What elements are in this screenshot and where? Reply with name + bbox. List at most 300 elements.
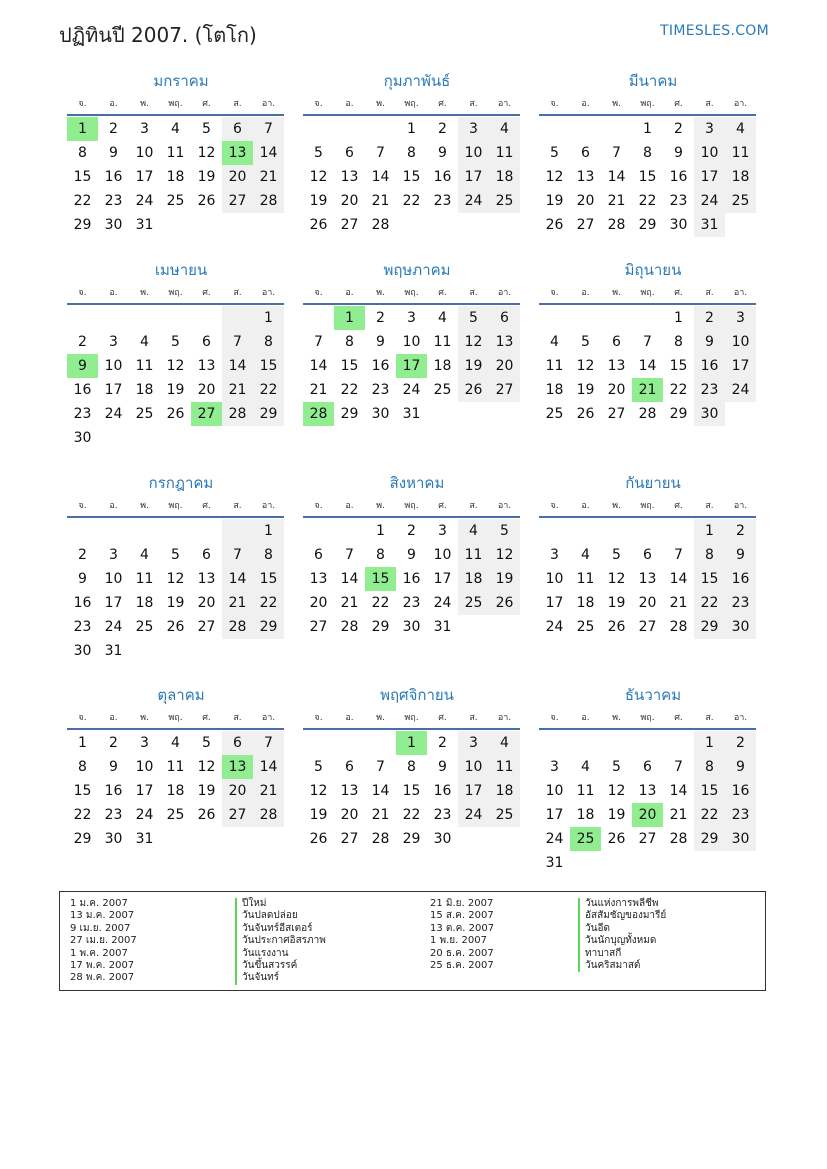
day-cell[interactable]: 12 [545, 169, 564, 185]
day-cell[interactable]: 24 [402, 382, 421, 398]
day-cell[interactable]: 12 [197, 759, 216, 775]
day-cell[interactable]: 6 [643, 759, 652, 775]
day-cell[interactable]: 29 [694, 615, 725, 639]
day-cell[interactable]: 25 [166, 193, 185, 209]
day-cell[interactable]: 28 [340, 619, 359, 635]
day-cell[interactable]: 29 [340, 406, 359, 422]
day-cell[interactable]: 30 [725, 827, 756, 851]
day-cell[interactable]: 1 [253, 306, 284, 330]
day-cell[interactable]: 28 [371, 831, 390, 847]
day-cell[interactable]: 28 [371, 217, 390, 233]
day-cell[interactable]: 13 [309, 571, 328, 587]
day-cell[interactable]: 2 [109, 121, 118, 137]
day-cell[interactable]: 1 [67, 117, 98, 141]
day-cell[interactable]: 10 [135, 759, 154, 775]
day-cell[interactable]: 23 [669, 193, 688, 209]
day-cell[interactable]: 7 [253, 117, 284, 141]
day-cell[interactable]: 10 [545, 571, 564, 587]
day-cell[interactable]: 11 [489, 755, 520, 779]
day-cell[interactable]: 7 [674, 547, 683, 563]
day-cell[interactable]: 19 [576, 382, 595, 398]
day-cell[interactable]: 7 [253, 731, 284, 755]
day-cell[interactable]: 14 [222, 567, 253, 591]
day-cell[interactable]: 2 [109, 735, 118, 751]
day-cell[interactable]: 24 [545, 619, 564, 635]
day-cell[interactable]: 27 [191, 402, 222, 426]
day-cell[interactable]: 19 [166, 382, 185, 398]
day-cell[interactable]: 19 [166, 595, 185, 611]
day-cell[interactable]: 19 [309, 193, 328, 209]
day-cell[interactable]: 21 [607, 193, 626, 209]
day-cell[interactable]: 4 [171, 735, 180, 751]
day-cell[interactable]: 29 [253, 615, 284, 639]
day-cell[interactable]: 5 [489, 519, 520, 543]
day-cell[interactable]: 19 [489, 567, 520, 591]
day-cell[interactable]: 16 [433, 169, 452, 185]
day-cell[interactable]: 22 [402, 807, 421, 823]
day-cell[interactable]: 2 [438, 735, 447, 751]
day-cell[interactable]: 9 [109, 145, 118, 161]
day-cell[interactable]: 18 [576, 595, 595, 611]
day-cell[interactable]: 20 [222, 165, 253, 189]
day-cell[interactable]: 28 [669, 619, 688, 635]
day-cell[interactable]: 19 [607, 807, 626, 823]
day-cell[interactable]: 26 [166, 619, 185, 635]
day-cell[interactable]: 14 [253, 141, 284, 165]
day-cell[interactable]: 6 [581, 145, 590, 161]
day-cell[interactable]: 14 [607, 169, 626, 185]
day-cell[interactable]: 14 [309, 358, 328, 374]
day-cell[interactable]: 5 [171, 547, 180, 563]
day-cell[interactable]: 20 [489, 354, 520, 378]
day-cell[interactable]: 17 [135, 783, 154, 799]
day-cell[interactable]: 1 [334, 306, 365, 330]
day-cell[interactable]: 30 [104, 831, 123, 847]
day-cell[interactable]: 28 [669, 831, 688, 847]
day-cell[interactable]: 27 [340, 831, 359, 847]
day-cell[interactable]: 26 [166, 406, 185, 422]
day-cell[interactable]: 12 [458, 330, 489, 354]
day-cell[interactable]: 12 [309, 783, 328, 799]
day-cell[interactable]: 18 [725, 165, 756, 189]
day-cell[interactable]: 3 [550, 547, 559, 563]
day-cell[interactable]: 14 [638, 358, 657, 374]
day-cell[interactable]: 6 [314, 547, 323, 563]
day-cell[interactable]: 17 [694, 165, 725, 189]
day-cell[interactable]: 23 [402, 595, 421, 611]
day-cell[interactable]: 27 [222, 803, 253, 827]
day-cell[interactable]: 18 [576, 807, 595, 823]
day-cell[interactable]: 21 [253, 165, 284, 189]
day-cell[interactable]: 19 [309, 807, 328, 823]
day-cell[interactable]: 29 [694, 827, 725, 851]
day-cell[interactable]: 19 [197, 783, 216, 799]
day-cell[interactable]: 4 [725, 117, 756, 141]
day-cell[interactable]: 2 [725, 519, 756, 543]
day-cell[interactable]: 10 [725, 330, 756, 354]
day-cell[interactable]: 17 [545, 595, 564, 611]
day-cell[interactable]: 3 [140, 735, 149, 751]
day-cell[interactable]: 6 [345, 145, 354, 161]
day-cell[interactable]: 7 [612, 145, 621, 161]
day-cell[interactable]: 19 [458, 354, 489, 378]
day-cell[interactable]: 4 [581, 547, 590, 563]
day-cell[interactable]: 16 [725, 567, 756, 591]
day-cell[interactable]: 25 [489, 189, 520, 213]
day-cell[interactable]: 3 [109, 334, 118, 350]
day-cell[interactable]: 2 [407, 523, 416, 539]
day-cell[interactable]: 14 [340, 571, 359, 587]
day-cell[interactable]: 7 [643, 334, 652, 350]
day-cell[interactable]: 2 [694, 306, 725, 330]
day-cell[interactable]: 31 [545, 855, 564, 871]
day-cell[interactable]: 22 [371, 595, 390, 611]
day-cell[interactable]: 19 [545, 193, 564, 209]
day-cell[interactable]: 17 [545, 807, 564, 823]
day-cell[interactable]: 12 [197, 145, 216, 161]
day-cell[interactable]: 16 [73, 382, 92, 398]
day-cell[interactable]: 21 [222, 591, 253, 615]
day-cell[interactable]: 1 [694, 731, 725, 755]
day-cell[interactable]: 9 [725, 755, 756, 779]
day-cell[interactable]: 24 [433, 595, 452, 611]
day-cell[interactable]: 16 [694, 354, 725, 378]
day-cell[interactable]: 20 [222, 779, 253, 803]
day-cell[interactable]: 12 [489, 543, 520, 567]
day-cell[interactable]: 6 [222, 117, 253, 141]
day-cell[interactable]: 1 [376, 523, 385, 539]
day-cell[interactable]: 22 [694, 591, 725, 615]
day-cell[interactable]: 18 [166, 783, 185, 799]
day-cell[interactable]: 13 [489, 330, 520, 354]
day-cell[interactable]: 31 [694, 213, 725, 237]
day-cell[interactable]: 7 [674, 759, 683, 775]
day-cell[interactable]: 1 [407, 121, 416, 137]
day-cell[interactable]: 12 [309, 169, 328, 185]
day-cell[interactable]: 15 [340, 358, 359, 374]
day-cell[interactable]: 25 [458, 591, 489, 615]
day-cell[interactable]: 10 [458, 141, 489, 165]
day-cell[interactable]: 21 [253, 779, 284, 803]
day-cell[interactable]: 23 [73, 406, 92, 422]
day-cell[interactable]: 11 [576, 783, 595, 799]
day-cell[interactable]: 24 [458, 189, 489, 213]
day-cell[interactable]: 25 [135, 619, 154, 635]
day-cell[interactable]: 10 [458, 755, 489, 779]
day-cell[interactable]: 12 [166, 571, 185, 587]
day-cell[interactable]: 22 [669, 382, 688, 398]
day-cell[interactable]: 15 [253, 567, 284, 591]
day-cell[interactable]: 23 [104, 193, 123, 209]
day-cell[interactable]: 20 [632, 803, 663, 827]
day-cell[interactable]: 16 [371, 358, 390, 374]
day-cell[interactable]: 8 [78, 145, 87, 161]
day-cell[interactable]: 5 [612, 547, 621, 563]
day-cell[interactable]: 11 [166, 145, 185, 161]
day-cell[interactable]: 8 [694, 755, 725, 779]
day-cell[interactable]: 18 [545, 382, 564, 398]
day-cell[interactable]: 25 [166, 807, 185, 823]
day-cell[interactable]: 9 [674, 145, 683, 161]
day-cell[interactable]: 1 [674, 310, 683, 326]
day-cell[interactable]: 17 [135, 169, 154, 185]
day-cell[interactable]: 10 [135, 145, 154, 161]
day-cell[interactable]: 14 [669, 571, 688, 587]
day-cell[interactable]: 6 [345, 759, 354, 775]
day-cell[interactable]: 5 [581, 334, 590, 350]
day-cell[interactable]: 8 [407, 145, 416, 161]
day-cell[interactable]: 5 [202, 735, 211, 751]
day-cell[interactable]: 25 [489, 803, 520, 827]
brand-link[interactable]: TIMESLES.COM [660, 23, 769, 39]
day-cell[interactable]: 24 [135, 193, 154, 209]
day-cell[interactable]: 6 [489, 306, 520, 330]
day-cell[interactable]: 10 [694, 141, 725, 165]
day-cell[interactable]: 23 [73, 619, 92, 635]
day-cell[interactable]: 17 [458, 165, 489, 189]
day-cell[interactable]: 29 [669, 406, 688, 422]
day-cell[interactable]: 27 [638, 619, 657, 635]
day-cell[interactable]: 11 [166, 759, 185, 775]
day-cell[interactable]: 3 [458, 117, 489, 141]
day-cell[interactable]: 23 [433, 807, 452, 823]
day-cell[interactable]: 4 [140, 334, 149, 350]
day-cell[interactable]: 28 [607, 217, 626, 233]
day-cell[interactable]: 28 [253, 803, 284, 827]
day-cell[interactable]: 19 [607, 595, 626, 611]
day-cell[interactable]: 17 [433, 571, 452, 587]
day-cell[interactable]: 27 [222, 189, 253, 213]
day-cell[interactable]: 22 [340, 382, 359, 398]
day-cell[interactable]: 11 [489, 141, 520, 165]
day-cell[interactable]: 3 [550, 759, 559, 775]
day-cell[interactable]: 22 [694, 803, 725, 827]
day-cell[interactable]: 26 [309, 831, 328, 847]
day-cell[interactable]: 14 [371, 783, 390, 799]
day-cell[interactable]: 11 [458, 543, 489, 567]
day-cell[interactable]: 15 [73, 783, 92, 799]
day-cell[interactable]: 13 [607, 358, 626, 374]
day-cell[interactable]: 1 [643, 121, 652, 137]
day-cell[interactable]: 4 [140, 547, 149, 563]
day-cell[interactable]: 15 [402, 783, 421, 799]
day-cell[interactable]: 23 [104, 807, 123, 823]
day-cell[interactable]: 9 [407, 547, 416, 563]
day-cell[interactable]: 31 [433, 619, 452, 635]
day-cell[interactable]: 12 [607, 571, 626, 587]
day-cell[interactable]: 2 [78, 334, 87, 350]
day-cell[interactable]: 7 [222, 543, 253, 567]
day-cell[interactable]: 3 [407, 310, 416, 326]
day-cell[interactable]: 24 [458, 803, 489, 827]
day-cell[interactable]: 30 [104, 217, 123, 233]
day-cell[interactable]: 24 [104, 406, 123, 422]
day-cell[interactable]: 31 [135, 831, 154, 847]
day-cell[interactable]: 1 [694, 519, 725, 543]
day-cell[interactable]: 27 [576, 217, 595, 233]
day-cell[interactable]: 16 [725, 779, 756, 803]
day-cell[interactable]: 26 [197, 193, 216, 209]
day-cell[interactable]: 27 [638, 831, 657, 847]
day-cell[interactable]: 3 [725, 306, 756, 330]
day-cell[interactable]: 17 [104, 595, 123, 611]
day-cell[interactable]: 28 [222, 402, 253, 426]
day-cell[interactable]: 16 [104, 169, 123, 185]
day-cell[interactable]: 10 [104, 358, 123, 374]
day-cell[interactable]: 18 [489, 779, 520, 803]
day-cell[interactable]: 25 [545, 406, 564, 422]
day-cell[interactable]: 11 [433, 334, 452, 350]
day-cell[interactable]: 6 [222, 731, 253, 755]
day-cell[interactable]: 22 [73, 193, 92, 209]
day-cell[interactable]: 18 [489, 165, 520, 189]
day-cell[interactable]: 10 [545, 783, 564, 799]
day-cell[interactable]: 8 [643, 145, 652, 161]
day-cell[interactable]: 15 [253, 354, 284, 378]
day-cell[interactable]: 5 [202, 121, 211, 137]
day-cell[interactable]: 3 [438, 523, 447, 539]
day-cell[interactable]: 29 [638, 217, 657, 233]
day-cell[interactable]: 15 [73, 169, 92, 185]
day-cell[interactable]: 28 [253, 189, 284, 213]
day-cell[interactable]: 3 [458, 731, 489, 755]
day-cell[interactable]: 26 [458, 378, 489, 402]
day-cell[interactable]: 2 [78, 547, 87, 563]
day-cell[interactable]: 17 [396, 354, 427, 378]
day-cell[interactable]: 6 [202, 334, 211, 350]
day-cell[interactable]: 8 [345, 334, 354, 350]
day-cell[interactable]: 13 [197, 358, 216, 374]
day-cell[interactable]: 28 [303, 402, 334, 426]
day-cell[interactable]: 20 [340, 193, 359, 209]
day-cell[interactable]: 18 [433, 358, 452, 374]
day-cell[interactable]: 13 [197, 571, 216, 587]
day-cell[interactable]: 18 [135, 595, 154, 611]
day-cell[interactable]: 30 [73, 430, 92, 446]
day-cell[interactable]: 10 [104, 571, 123, 587]
day-cell[interactable]: 13 [638, 783, 657, 799]
day-cell[interactable]: 27 [309, 619, 328, 635]
day-cell[interactable]: 13 [222, 141, 253, 165]
day-cell[interactable]: 18 [458, 567, 489, 591]
day-cell[interactable]: 31 [135, 217, 154, 233]
day-cell[interactable]: 8 [694, 543, 725, 567]
day-cell[interactable]: 27 [197, 619, 216, 635]
day-cell[interactable]: 15 [402, 169, 421, 185]
day-cell[interactable]: 17 [104, 382, 123, 398]
day-cell[interactable]: 22 [73, 807, 92, 823]
day-cell[interactable]: 15 [694, 779, 725, 803]
day-cell[interactable]: 26 [309, 217, 328, 233]
day-cell[interactable]: 23 [694, 378, 725, 402]
day-cell[interactable]: 21 [371, 807, 390, 823]
day-cell[interactable]: 12 [576, 358, 595, 374]
day-cell[interactable]: 4 [489, 731, 520, 755]
day-cell[interactable]: 16 [669, 169, 688, 185]
day-cell[interactable]: 8 [376, 547, 385, 563]
day-cell[interactable]: 12 [166, 358, 185, 374]
day-cell[interactable]: 20 [576, 193, 595, 209]
day-cell[interactable]: 9 [438, 759, 447, 775]
day-cell[interactable]: 4 [458, 519, 489, 543]
day-cell[interactable]: 30 [694, 402, 725, 426]
day-cell[interactable]: 5 [314, 759, 323, 775]
day-cell[interactable]: 27 [607, 406, 626, 422]
day-cell[interactable]: 29 [402, 831, 421, 847]
day-cell[interactable]: 8 [78, 759, 87, 775]
day-cell[interactable]: 25 [570, 827, 601, 851]
day-cell[interactable]: 22 [402, 193, 421, 209]
day-cell[interactable]: 14 [669, 783, 688, 799]
day-cell[interactable]: 12 [607, 783, 626, 799]
day-cell[interactable]: 22 [253, 378, 284, 402]
day-cell[interactable]: 16 [402, 571, 421, 587]
day-cell[interactable]: 24 [725, 378, 756, 402]
day-cell[interactable]: 13 [638, 571, 657, 587]
day-cell[interactable]: 1 [253, 519, 284, 543]
day-cell[interactable]: 20 [197, 382, 216, 398]
day-cell[interactable]: 26 [545, 217, 564, 233]
day-cell[interactable]: 13 [576, 169, 595, 185]
day-cell[interactable]: 25 [576, 619, 595, 635]
day-cell[interactable]: 13 [222, 755, 253, 779]
day-cell[interactable]: 22 [253, 591, 284, 615]
day-cell[interactable]: 11 [545, 358, 564, 374]
day-cell[interactable]: 4 [171, 121, 180, 137]
day-cell[interactable]: 4 [550, 334, 559, 350]
day-cell[interactable]: 27 [489, 378, 520, 402]
day-cell[interactable]: 11 [135, 358, 154, 374]
day-cell[interactable]: 4 [438, 310, 447, 326]
day-cell[interactable]: 27 [340, 217, 359, 233]
day-cell[interactable]: 15 [694, 567, 725, 591]
day-cell[interactable]: 21 [371, 193, 390, 209]
day-cell[interactable]: 15 [638, 169, 657, 185]
day-cell[interactable]: 20 [607, 382, 626, 398]
day-cell[interactable]: 30 [371, 406, 390, 422]
day-cell[interactable]: 4 [581, 759, 590, 775]
day-cell[interactable]: 22 [638, 193, 657, 209]
day-cell[interactable]: 5 [550, 145, 559, 161]
day-cell[interactable]: 5 [314, 145, 323, 161]
day-cell[interactable]: 2 [674, 121, 683, 137]
day-cell[interactable]: 8 [253, 330, 284, 354]
day-cell[interactable]: 30 [725, 615, 756, 639]
day-cell[interactable]: 26 [197, 807, 216, 823]
day-cell[interactable]: 16 [104, 783, 123, 799]
day-cell[interactable]: 7 [345, 547, 354, 563]
day-cell[interactable]: 21 [222, 378, 253, 402]
day-cell[interactable]: 26 [607, 619, 626, 635]
day-cell[interactable]: 20 [197, 595, 216, 611]
day-cell[interactable]: 5 [612, 759, 621, 775]
day-cell[interactable]: 8 [253, 543, 284, 567]
day-cell[interactable]: 23 [725, 803, 756, 827]
day-cell[interactable]: 9 [438, 145, 447, 161]
day-cell[interactable]: 30 [73, 643, 92, 659]
day-cell[interactable]: 23 [433, 193, 452, 209]
day-cell[interactable]: 2 [725, 731, 756, 755]
day-cell[interactable]: 29 [371, 619, 390, 635]
day-cell[interactable]: 24 [694, 189, 725, 213]
day-cell[interactable]: 26 [576, 406, 595, 422]
day-cell[interactable]: 7 [222, 330, 253, 354]
day-cell[interactable]: 13 [340, 169, 359, 185]
day-cell[interactable]: 15 [669, 358, 688, 374]
day-cell[interactable]: 17 [458, 779, 489, 803]
day-cell[interactable]: 28 [638, 406, 657, 422]
day-cell[interactable]: 21 [340, 595, 359, 611]
